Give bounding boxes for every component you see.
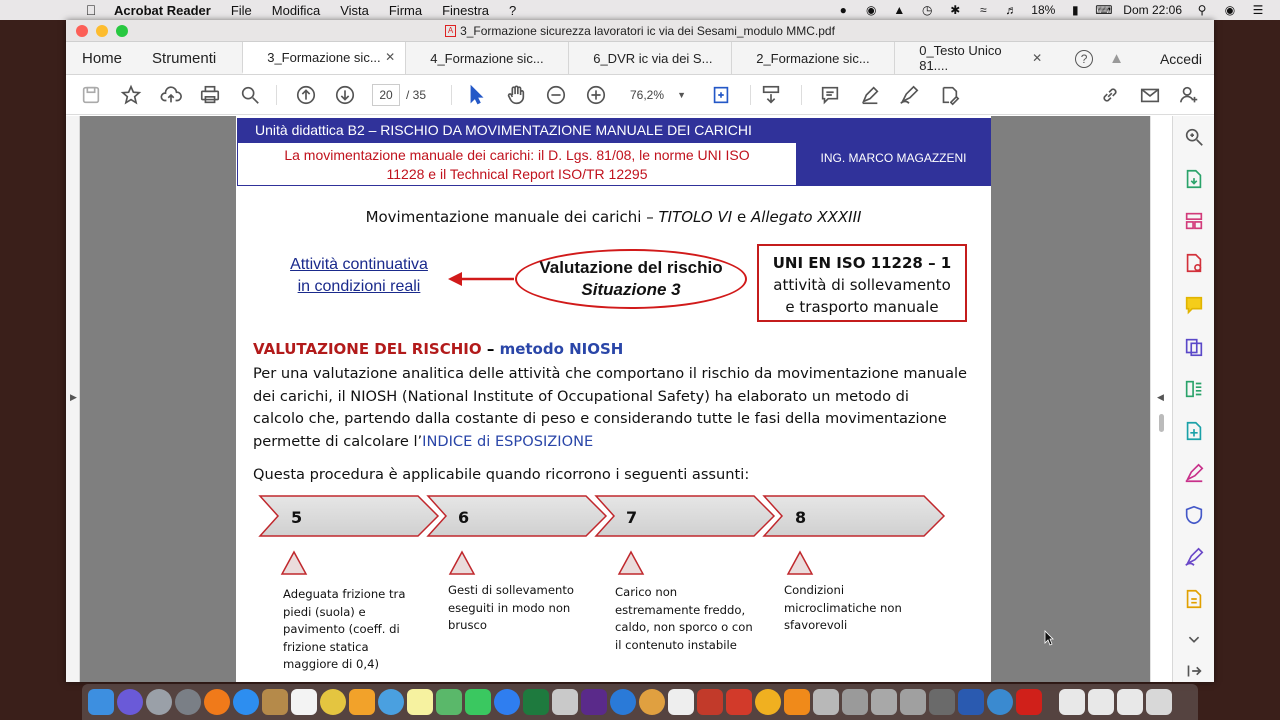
finder-icon[interactable] [88, 689, 114, 715]
paragraph-line: calcolo che, partendo dalla costante di peso e considerando tutte le fasi della movimentazione [253, 410, 947, 427]
email-icon[interactable] [1138, 83, 1162, 107]
caption-line: pavimento (coeff. di [283, 622, 400, 636]
spotlight-search-icon[interactable]: ⚲ [1197, 3, 1207, 17]
doc-tab-1[interactable] [242, 42, 405, 74]
macos-dock [82, 684, 1198, 720]
flash-icon[interactable] [726, 689, 752, 715]
volume-icon[interactable]: ♬ [1005, 3, 1018, 17]
vertical-scrollbar[interactable] [1150, 116, 1172, 682]
exposure-index-text: INDICE di ESPOSIZIONE [422, 432, 594, 450]
acrobat-reader-icon[interactable] [1016, 689, 1042, 715]
pdf-page [236, 116, 991, 682]
share-link-icon[interactable] [1098, 83, 1122, 107]
launchpad-icon[interactable] [146, 689, 172, 715]
record-icon[interactable]: ◉ [866, 3, 877, 17]
books-icon[interactable] [349, 689, 375, 715]
pdf-file-icon: A [445, 25, 456, 37]
chevron-step-6 [428, 496, 606, 536]
fill-sign-panel-icon[interactable] [1183, 462, 1205, 484]
activity-link-line: in condizioni reali [297, 278, 421, 295]
tool-app-icon[interactable] [871, 689, 897, 715]
caption-line: il contenuto instabile [615, 637, 737, 652]
help-viewer-icon[interactable] [842, 689, 868, 715]
siri-icon[interactable]: ◉ [1224, 3, 1236, 17]
conditions-intro: Questa procedura è applicabile quando ricorrono i seguenti assunti: [253, 466, 750, 483]
header-subtitle-line: 11228 e il Technical Report ISO/TR 12295 [386, 166, 648, 182]
page-number-input[interactable]: 20 [372, 84, 400, 106]
battery-percent: 18% [1031, 3, 1056, 17]
left-panel-collapsed[interactable] [66, 116, 80, 682]
add-user-icon[interactable] [1177, 83, 1201, 107]
page-total: / 35 [406, 88, 427, 102]
page-header-subtitle [237, 142, 797, 186]
doc-tab-label: 2_Formazione sic... [756, 50, 870, 66]
section-title-dash: – [481, 340, 500, 358]
premiere-icon[interactable] [581, 689, 607, 715]
menu-modifica[interactable]: Modifica [271, 2, 321, 18]
title-text: Movimentazione manuale dei carichi – [365, 208, 659, 226]
print-icon[interactable] [198, 83, 222, 107]
uni-standard-title: UNI EN ISO 11228 – 1 [772, 254, 952, 272]
chevron-step-5 [260, 496, 438, 536]
export-pdf-icon[interactable] [1183, 168, 1205, 190]
trash-icon[interactable] [1146, 689, 1172, 715]
create-pdf-icon[interactable] [1183, 252, 1205, 274]
title-text: e [732, 208, 751, 226]
expand-left-panel-icon[interactable]: ▶ [70, 392, 77, 402]
doc-tab-label: 0_Testo Unico 81.... [919, 43, 1002, 73]
vlc-icon[interactable] [784, 689, 810, 715]
photo-booth-icon[interactable] [697, 689, 723, 715]
niosh-paragraph [253, 363, 988, 453]
section-title-red: VALUTAZIONE DEL RISCHIO [253, 340, 482, 358]
battery-icon[interactable]: ▮ [1071, 3, 1079, 17]
collapse-right-panel-icon[interactable]: ◀ [1157, 392, 1164, 402]
caption-line: frizione statica [283, 639, 369, 654]
safari-icon[interactable] [233, 689, 259, 715]
caption-line: caldo, non sporco o con [615, 620, 753, 634]
dropbox-icon[interactable]: ▲ [893, 3, 906, 17]
siri-dock-icon[interactable] [117, 689, 143, 715]
zoom-search-icon[interactable] [1183, 126, 1205, 148]
organize-pages-icon[interactable] [1183, 210, 1205, 232]
title-italic-text: Allegato XXXIII [750, 208, 862, 226]
fit-page-icon[interactable] [709, 83, 733, 107]
notification-center-icon[interactable]: ☰ [1252, 3, 1264, 17]
apple-menu-icon[interactable] [82, 2, 100, 18]
combine-files-icon[interactable] [1183, 336, 1205, 358]
step-caption [283, 586, 423, 674]
step-number: 7 [626, 508, 638, 527]
step-number: 6 [458, 508, 470, 527]
comment-icon[interactable] [818, 83, 842, 107]
select-cursor-icon[interactable] [464, 83, 488, 107]
time-machine-icon[interactable]: ◷ [922, 3, 933, 17]
menu-vista[interactable]: Vista [340, 2, 369, 18]
system-preferences-icon[interactable] [175, 689, 201, 715]
messages-app-icon[interactable] [378, 689, 404, 715]
doc-tab-2[interactable] [405, 42, 568, 74]
fullscreen-window-button[interactable] [116, 25, 128, 37]
uni-standard-box [757, 244, 967, 322]
section-title-blue: metodo NIOSH [499, 340, 624, 358]
highlight-pen-icon[interactable] [858, 83, 882, 107]
menu-file[interactable]: File [230, 2, 252, 18]
screen-sharing-icon[interactable] [958, 689, 984, 715]
collapse-panel-icon[interactable] [1183, 660, 1205, 682]
menu-finestra[interactable]: Finestra [442, 2, 490, 18]
documents-stack-icon[interactable] [1088, 689, 1114, 715]
slide-title [236, 208, 991, 226]
zoom-in-icon[interactable] [584, 83, 608, 107]
chrome-icon[interactable] [320, 689, 346, 715]
warning-triangle-icon [786, 550, 814, 576]
zoom-out-icon[interactable] [544, 83, 568, 107]
oval-situation: Situazione 3 [581, 280, 681, 299]
risk-assessment-oval [515, 249, 747, 309]
caption-line: microclimatiche non [784, 600, 902, 615]
doc-tab-3[interactable] [568, 42, 731, 74]
send-for-signature-icon[interactable] [1183, 546, 1205, 568]
caption-line: estremamente freddo, [615, 602, 746, 617]
fill-sign-icon[interactable] [937, 83, 961, 107]
oval-line: Valutazione del rischio [539, 258, 723, 277]
caption-line: Condizioni [784, 583, 845, 597]
menu-clock[interactable]: Dom 22:06 [1123, 3, 1182, 17]
archive-utility-icon[interactable] [929, 689, 955, 715]
contacts-icon[interactable] [262, 689, 288, 715]
previous-page-icon[interactable] [294, 83, 318, 107]
caption-line: piedi (suola) e [283, 604, 366, 619]
caption-line: maggiore di 0,4) [283, 657, 379, 671]
save-icon[interactable] [79, 83, 103, 107]
doc-tab-5[interactable] [894, 42, 1052, 74]
wifi-icon[interactable]: ≈ [979, 3, 987, 17]
notes-icon[interactable] [291, 689, 317, 715]
zoom-level-select[interactable] [624, 84, 690, 106]
tool-app-icon-2[interactable] [900, 689, 926, 715]
draw-sign-icon[interactable] [897, 83, 921, 107]
right-tools-panel [1172, 116, 1214, 682]
more-tools-chevron-icon[interactable] [1183, 628, 1205, 650]
caption-line: sfavorevoli [784, 618, 848, 632]
caption-line: brusco [448, 618, 487, 632]
tab-home[interactable]: Home [82, 49, 123, 67]
close-window-button[interactable] [76, 25, 88, 37]
downloads-stack-icon[interactable] [1059, 689, 1085, 715]
uni-standard-line: e trasporto manuale [785, 298, 939, 316]
step-number: 5 [291, 508, 303, 527]
doc-tab-label: 3_Formazione sic... [267, 49, 381, 65]
red-arrow-left-icon [448, 267, 516, 291]
facetime-icon[interactable] [465, 689, 491, 715]
caption-line: Carico non [615, 585, 678, 599]
uni-standard-line: attività di sollevamento [773, 276, 951, 294]
step-number: 8 [795, 508, 807, 527]
close-tab-icon[interactable]: ✕ [385, 50, 396, 64]
scroll-mode-icon[interactable] [759, 83, 783, 107]
stickies-icon[interactable] [407, 689, 433, 715]
paragraph-text: permette di calcolare l’ [253, 432, 423, 450]
paragraph-line [253, 431, 988, 454]
photos-icon[interactable] [639, 689, 665, 715]
protect-shield-icon[interactable] [1183, 504, 1205, 526]
doc-tab-4[interactable] [731, 42, 894, 74]
acrobat-window [66, 20, 1214, 682]
excel-icon[interactable] [523, 689, 549, 715]
calendar-icon[interactable] [668, 689, 694, 715]
cloud-icon[interactable] [610, 689, 636, 715]
steps-chevron-row [256, 492, 956, 540]
step-caption [784, 582, 924, 635]
notifications-bell-icon[interactable]: ▲ [1109, 50, 1124, 67]
caption-line: Adeguata frizione tra [283, 587, 406, 601]
title-italic-text: TITOLO VI [658, 208, 733, 226]
page-header-unit: Unità didattica B2 – RISCHIO DA MOVIMENTAZIONE MANUALE DEI CARICHI [237, 118, 991, 142]
zoom-search-icon[interactable] [238, 83, 262, 107]
activity-link-line: Attività continuativa [290, 256, 428, 273]
firefox-icon[interactable] [204, 689, 230, 715]
section-title [253, 340, 623, 358]
action-wizard-icon[interactable] [1183, 588, 1205, 610]
caption-line: eseguiti in modo non [448, 600, 571, 615]
bluetooth-icon[interactable]: ✱ [950, 3, 961, 17]
step-caption [615, 584, 755, 654]
window-title: 3_Formazione sicurezza lavoratori ic via dei Sesami_modulo MMC.pdf [460, 23, 835, 38]
edit-pdf-icon[interactable] [1183, 378, 1205, 400]
edge-icon[interactable] [987, 689, 1013, 715]
step-caption [448, 582, 588, 635]
page-header-author: ING. MARCO MAGAZZENI [796, 142, 991, 186]
doc-tab-label: 6_DVR ic via dei S... [593, 50, 713, 66]
caption-line: Gesti di sollevamento [448, 583, 574, 597]
main-toolbar [66, 75, 1214, 115]
keyboard-icon[interactable]: ⌨ [1095, 3, 1113, 17]
preview-icon[interactable] [552, 689, 578, 715]
header-subtitle-line: La movimentazione manuale dei carichi: il D. Lgs. 81/08, le norme UNI ISO [284, 147, 750, 163]
opera-icon[interactable] [755, 689, 781, 715]
comment-panel-icon[interactable] [1183, 294, 1205, 316]
scrollbar-thumb[interactable] [1159, 414, 1164, 432]
warning-triangle-icon [617, 550, 645, 576]
mouse-pointer-icon [1044, 630, 1054, 646]
tab-tools[interactable]: Strumenti [152, 49, 217, 67]
zoom-level-value: 76,2% [630, 88, 665, 102]
close-tab-icon[interactable]: ✕ [1032, 51, 1043, 65]
window-title-bar[interactable] [66, 20, 1214, 42]
compress-pdf-icon[interactable] [1183, 420, 1205, 442]
folder-stack-icon[interactable] [1117, 689, 1143, 715]
menu-help[interactable]: ? [509, 2, 517, 18]
document-viewport[interactable] [66, 116, 1214, 682]
warning-triangle-icon [280, 550, 308, 576]
app-store-icon[interactable] [494, 689, 520, 715]
chevron-step-7 [596, 496, 774, 536]
bookmark-star-icon[interactable] [119, 83, 143, 107]
paragraph-line: Per una valutazione analitica delle attività che comportano il rischio da movimentazione manuale [253, 365, 968, 382]
menu-firma[interactable]: Firma [388, 2, 423, 18]
minimize-window-button[interactable] [96, 25, 108, 37]
signin-button[interactable]: Accedi [1159, 50, 1202, 67]
help-button[interactable]: ? [1075, 50, 1093, 68]
warning-triangle-icon [448, 550, 476, 576]
doc-tab-label: 4_Formazione sic... [430, 50, 544, 66]
paragraph-line: dei carichi, il NIOSH (National Institute of Occupational Safety) ha elaborato un metodo di [253, 387, 909, 405]
macos-menu-bar [0, 0, 1280, 20]
activity-link[interactable] [274, 254, 444, 298]
chevron-step-8 [764, 496, 944, 536]
utility-icon[interactable] [813, 689, 839, 715]
tab-bar [66, 42, 1214, 75]
next-page-icon[interactable] [333, 83, 357, 107]
hand-tool-icon[interactable] [504, 83, 528, 107]
upload-cloud-icon[interactable] [159, 83, 183, 107]
creative-cloud-icon[interactable]: ● [839, 3, 847, 17]
maps-icon[interactable] [436, 689, 462, 715]
chevron-down-icon: ▼ [677, 90, 686, 100]
menu-app-name[interactable]: Acrobat Reader [114, 2, 211, 18]
